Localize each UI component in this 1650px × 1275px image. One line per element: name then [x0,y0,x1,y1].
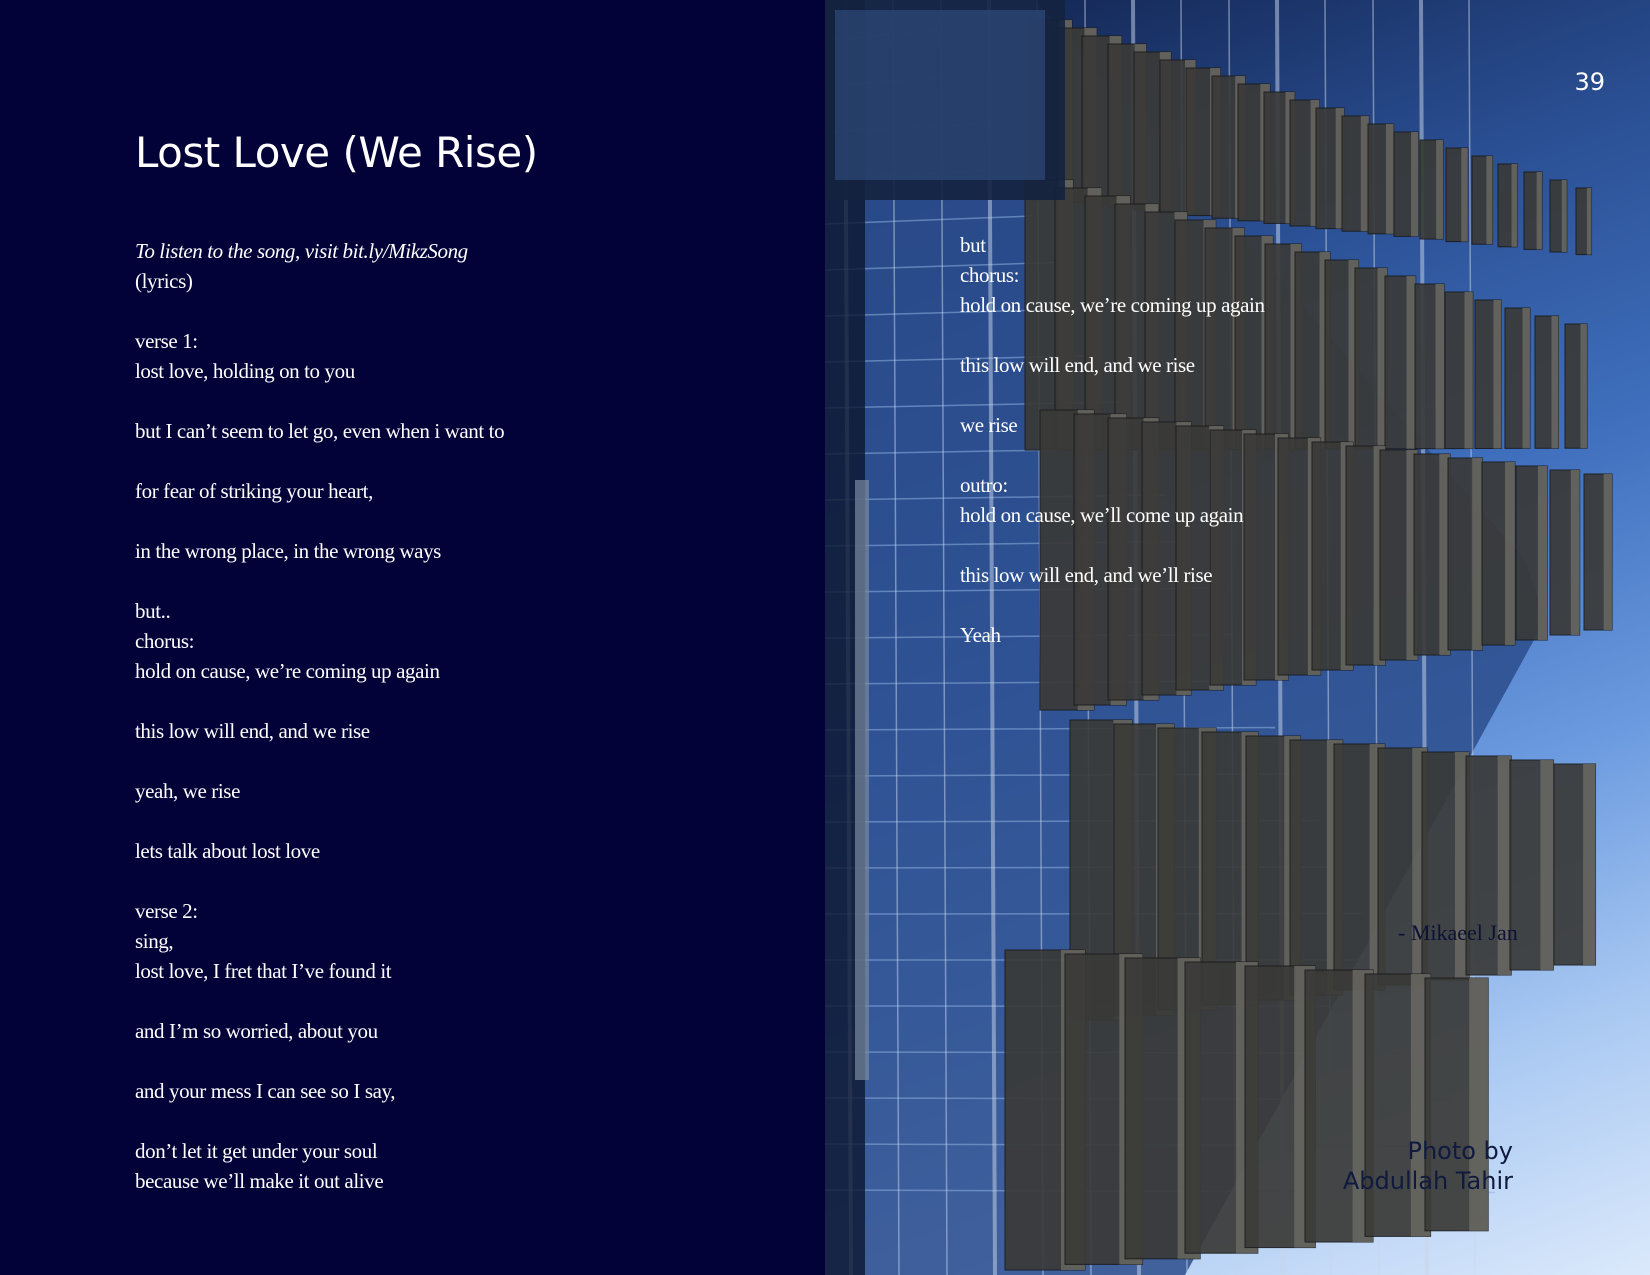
left-stanza-gap [135,446,504,476]
left-lyric-line: but.. [135,599,171,623]
louver-highlight [1461,148,1468,242]
left-lyric-line: in the wrong place, in the wrong ways [135,539,441,563]
title-sub: (We Rise) [342,128,538,177]
left-stanza-gap [135,686,504,716]
left-stanza-gap [135,566,504,596]
left-stanza-gap [135,866,504,896]
right-lyric-line: but [960,233,986,257]
author-signature: - Mikaeel Jan [1398,920,1518,945]
louver-highlight [1486,156,1492,244]
left-lyric-line: but I can’t seem to let go, even when i want to [135,419,505,443]
left-lyrics-column [135,236,504,1196]
louver-highlight [1505,462,1515,645]
left-lyric-line: yeah, we rise [135,779,240,803]
louver-highlight [1436,140,1443,239]
louver-highlight [1551,316,1558,448]
right-lyric-line: hold on cause, we’re coming up again [960,293,1265,317]
left-stanza-gap [135,506,504,536]
right-lyric-line: Yeah [960,623,1001,647]
right-stanza-gap [960,530,1265,560]
left-lyric-line: verse 2: [135,899,198,923]
left-lyric-line: lets talk about lost love [135,839,320,863]
photo-credit-line-2: Abdullah Tahir [1342,1167,1513,1195]
left-lyric-line: and your mess I can see so I say, [135,1079,396,1103]
left-lyric-line: lost love, I fret that I’ve found it [135,959,392,983]
song-link-text: To listen to the song, visit bit.ly/MikzSong [135,239,468,263]
left-lyric-line: don’t let it get under your soul [135,1139,378,1163]
left-lyric-line: sing, [135,929,174,953]
right-lyric-line: hold on cause, we’ll come up again [960,503,1244,527]
right-lyric-line: outro: [960,473,1008,497]
louver-highlight [1493,300,1501,449]
louver-highlight [1522,308,1529,448]
louver-highlight [1587,188,1592,255]
louver-highlight [1464,292,1472,449]
right-lyrics-column [960,230,1265,650]
right-lyric-line: this low will end, and we rise [960,353,1195,377]
left-lyrics-lines [135,266,504,1196]
louver-highlight [1411,132,1418,236]
left-stanza-gap [135,806,504,836]
louver-highlight [1386,124,1394,234]
louver-highlight [1604,474,1612,630]
louver-highlight [1538,466,1547,640]
louver-highlight [1562,180,1567,252]
louver-highlight [1407,276,1416,449]
left-stanza-gap [135,986,504,1016]
right-stanza-gap [960,380,1265,410]
left-lyric-line: for fear of striking your heart, [135,479,373,503]
louver-highlight [1571,470,1580,635]
left-stanza-gap [135,1106,504,1136]
left-stanza-gap [135,296,504,326]
left-stanza-gap [135,1046,504,1076]
louver-highlight [1540,760,1553,970]
louver-highlight [1472,458,1482,650]
edge-frame [855,480,869,1080]
left-lyric-line: because we’ll make it out alive [135,1169,384,1193]
right-lyric-line: we rise [960,413,1018,437]
louver-highlight [1537,172,1542,249]
right-lyric-line: chorus: [960,263,1020,287]
right-stanza-gap [960,440,1265,470]
right-stanza-gap [960,320,1265,350]
left-lyric-line: verse 1: [135,329,198,353]
title-main: Lost Love [135,128,330,177]
upper-window-glass [835,10,1045,180]
right-stanza-gap [960,590,1265,620]
louver-highlight [1580,324,1587,448]
left-lyric-line: this low will end, and we rise [135,719,370,743]
photo-credit-line-1: Photo by [1407,1137,1513,1165]
left-stanza-gap [135,386,504,416]
page-number: 39 [1574,68,1605,96]
left-lyric-line: hold on cause, we’re coming up again [135,659,440,683]
right-lyric-line: this low will end, and we’ll rise [960,563,1213,587]
left-stanza-gap [135,746,504,776]
left-lyric-line: lost love, holding on to you [135,359,355,383]
left-lyric-line: and I’m so worried, about you [135,1019,378,1043]
louver-highlight [1435,284,1444,449]
left-lyric-line: (lyrics) [135,269,193,293]
photo-credit [1253,1136,1513,1196]
left-lyric-line: chorus: [135,629,195,653]
page-title [135,128,538,177]
louver-highlight [1583,764,1595,965]
louver-highlight [1512,164,1518,247]
